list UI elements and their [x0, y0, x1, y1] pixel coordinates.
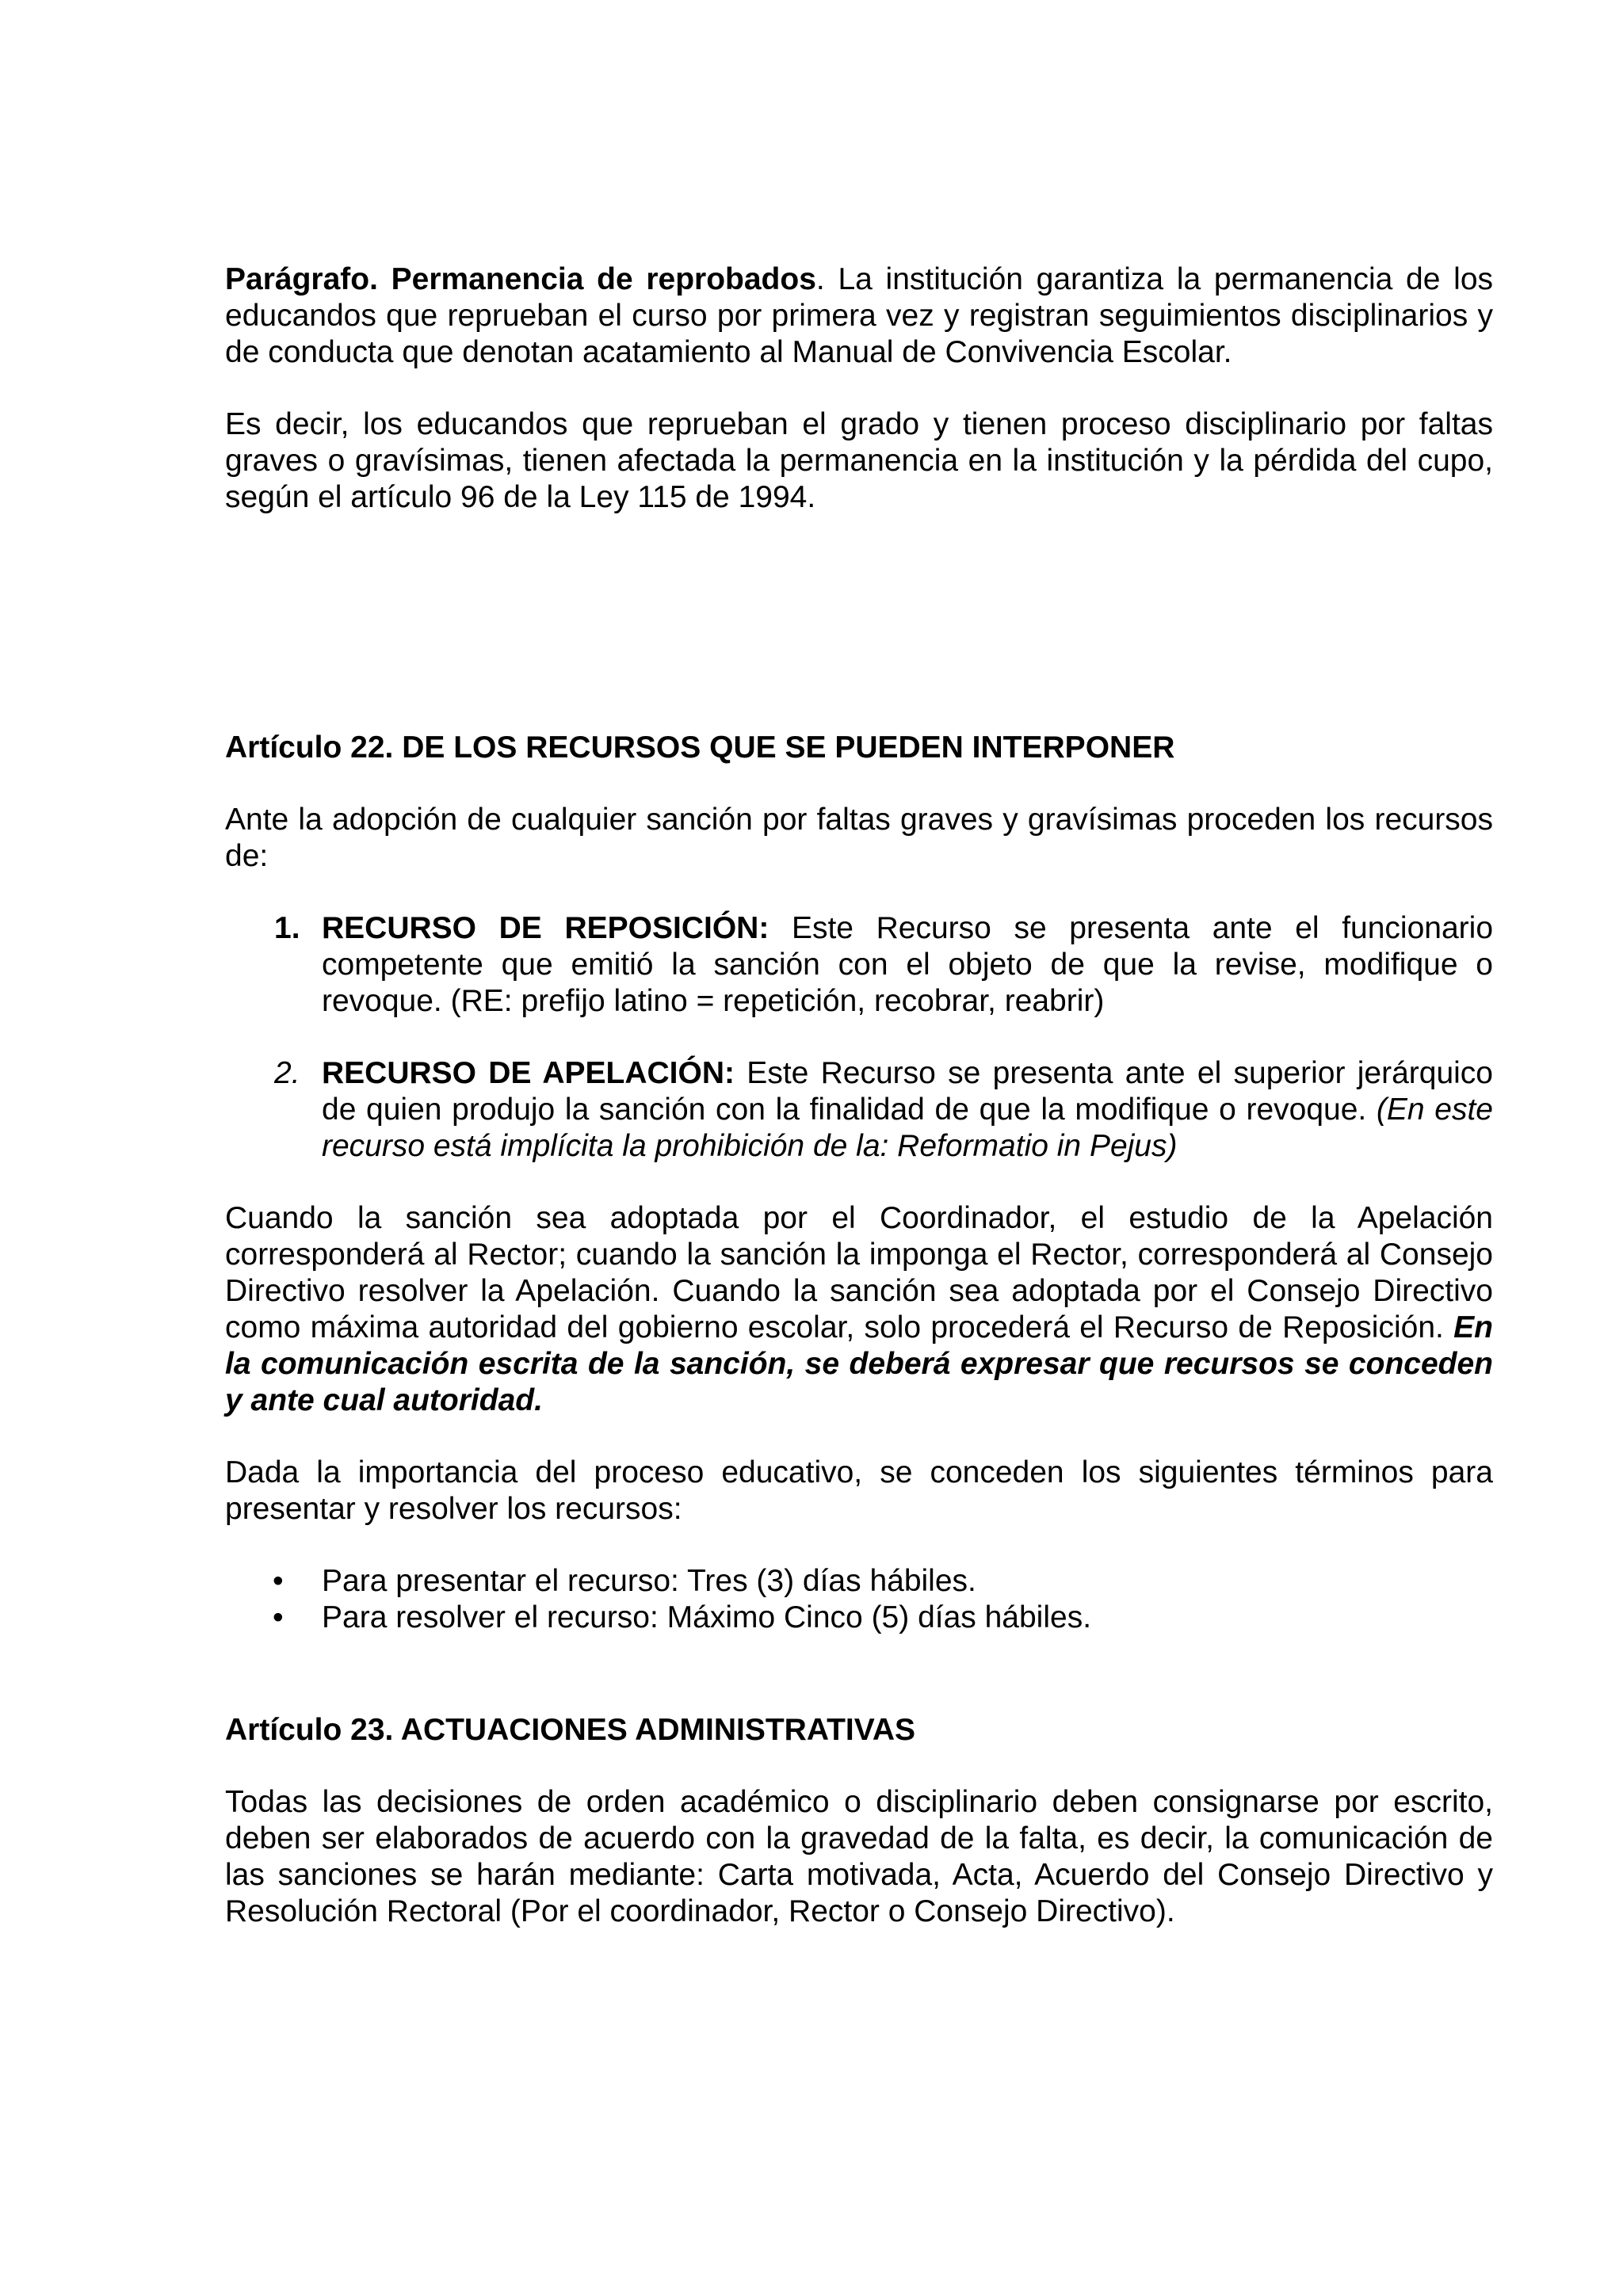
cuando-emphasis: En la comunicación escrita de la sanción, se deberá expresar que recursos se conceden y ante cual autoridad.: [225, 1310, 1493, 1417]
bullet-icon: •: [273, 1564, 284, 1598]
cuando-paragraph: [225, 1200, 1493, 1419]
articulo-22-heading: Artículo 22. DE LOS RECURSOS QUE SE PUEDEN INTERPONER: [225, 730, 1175, 765]
recurso-apelacion-body: Este Recurso se presenta ante el superior jerárquico de quien produjo la sanción con la finalidad de que la modifique o revoque.: [322, 1056, 1493, 1127]
terminos-list: [225, 1563, 1493, 1636]
recurso-reposicion-body: Este Recurso se presenta ante el funcionario competente que emitió la sanción con el objeto de que la revise, modifique o revoque. (RE: prefijo latino = repetición, recobrar, reabrir): [322, 911, 1494, 1018]
recurso-apelacion-text: [322, 1055, 1493, 1165]
recurso-apelacion-item: [225, 1055, 1493, 1165]
paragrafo-title: Permanencia de reprobados: [391, 262, 816, 296]
cuando-body: Cuando la sanción sea adoptada por el Coordinador, el estudio de la Apelación corresponderá al Rector; cuando la sanción la imponga el Rector, corresponderá al Consejo Directivo resolver la Apelación. Cuando la sanción sea adoptada por el Consejo Directivo como máxima autoridad del gobierno escolar, solo procederá el Recurso de Reposición.: [225, 1201, 1493, 1344]
termino-presentar: Para presentar el recurso: Tres (3) días hábiles.: [322, 1564, 976, 1598]
recurso-apelacion-title: RECURSO DE APELACIÓN:: [322, 1056, 735, 1090]
terminos-intro: Dada la importancia del proceso educativo, se conceden los siguientes términos para presentar y resolver los recursos:: [225, 1455, 1493, 1526]
list-item: [225, 1600, 1493, 1636]
paragrafo-body: . La institución garantiza la permanencia de los educandos que reprueban el curso por primera vez y registran seguimientos disciplinarios y de conducta que denotan acatamiento al Manual de Convivencia Escolar.: [225, 262, 1494, 369]
bullet-icon: •: [273, 1600, 284, 1634]
item-number: 2.: [274, 1056, 300, 1090]
es-decir-paragraph: Es decir, los educandos que reprueban el grado y tienen proceso disciplinario por faltas graves o gravísimas, tienen afectada la permanencia en la institución y la pérdida del cupo, según el artículo 96 de la Ley 115 de 1994.: [225, 407, 1493, 514]
document-page: [225, 261, 1493, 1930]
recurso-reposicion-title: RECURSO DE REPOSICIÓN:: [322, 911, 769, 945]
articulo-23-body: Todas las decisiones de orden académico o disciplinario deben consignarse por escrito, deben ser elaborados de acuerdo con la gravedad de la falta, es decir, la comunicación de las sanciones se harán mediante: Carta motivada, Acta, Acuerdo del Consejo Directivo y Resolución Rectoral (Por el coordinador, Rector o Consejo Directivo).: [225, 1785, 1493, 1928]
paragrafo-label: Parágrafo.: [225, 262, 378, 296]
recurso-apelacion-note: (En este recurso está implícita la prohibición de la: Reformatio in Pejus): [322, 1093, 1493, 1163]
articulo-23-heading: Artículo 23. ACTUACIONES ADMINISTRATIVAS: [225, 1713, 916, 1747]
item-number: 1.: [274, 911, 300, 945]
list-item: [225, 1563, 1493, 1600]
recurso-reposicion-text: [322, 910, 1493, 1020]
termino-resolver: Para resolver el recurso: Máximo Cinco (5) días hábiles.: [322, 1600, 1092, 1634]
articulo-22-intro: Ante la adopción de cualquier sanción por faltas graves y gravísimas proceden los recursos de:: [225, 803, 1493, 873]
paragrafo-permanencia: [225, 261, 1493, 371]
recurso-reposicion-item: [225, 910, 1493, 1020]
